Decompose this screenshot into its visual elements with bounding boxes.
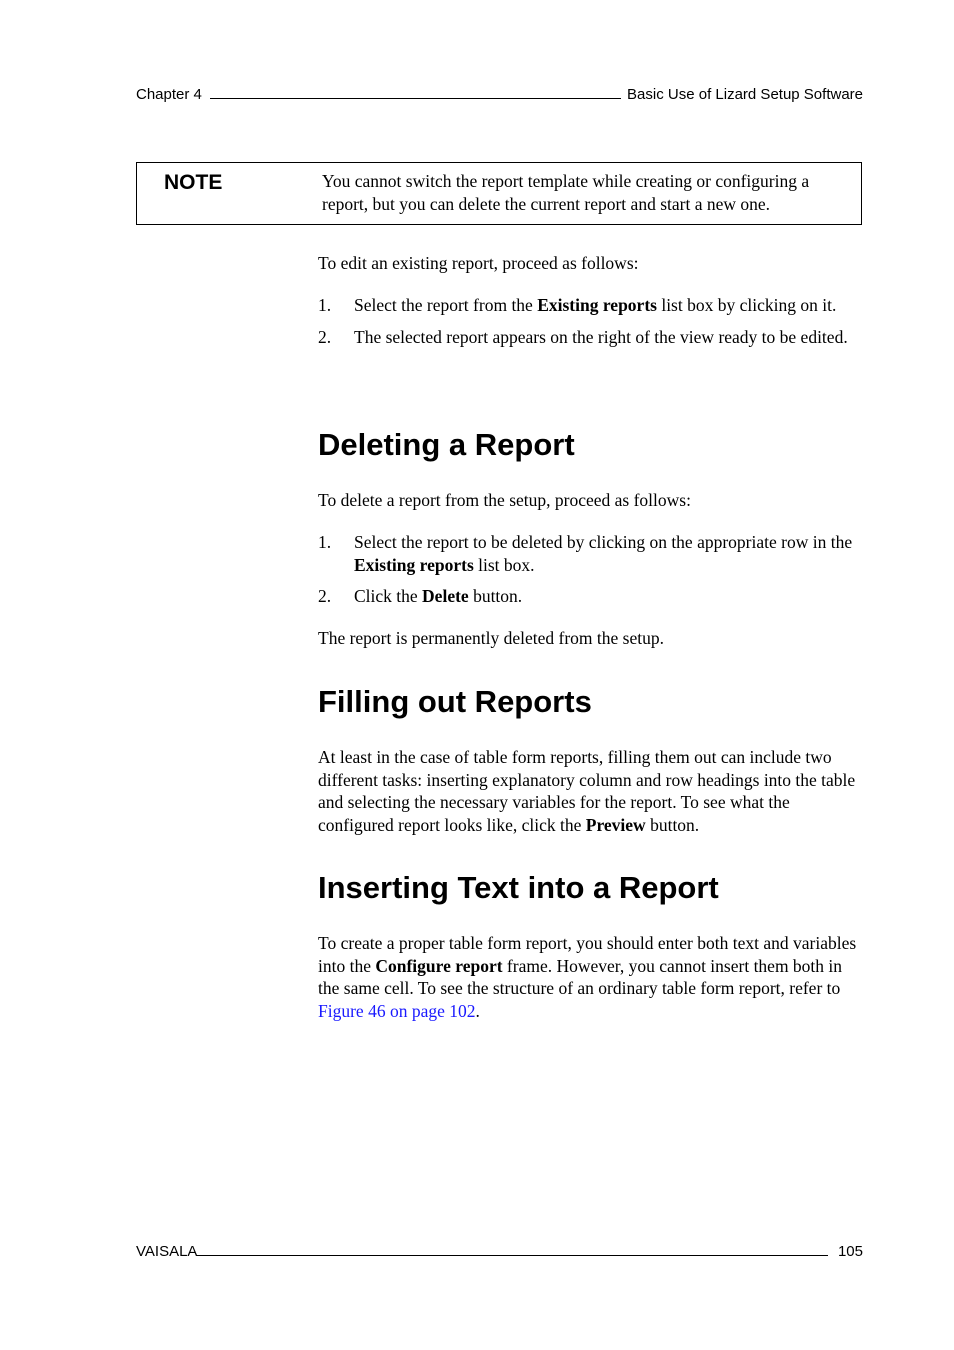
step-number: 2.	[318, 326, 332, 347]
figure-46-link[interactable]: Figure 46 on page 102	[318, 1000, 476, 1021]
note-box	[136, 162, 862, 225]
company-name: VAISALA	[136, 1243, 198, 1260]
step-text: list box.	[473, 554, 535, 575]
deleting-intro: To delete a report from the setup, proceed as follows:	[318, 490, 691, 510]
paragraph-text: .	[475, 1000, 480, 1021]
heading-inserting-text: Inserting Text into a Report	[318, 870, 719, 905]
step-text: Click the	[354, 586, 423, 606]
running-header	[136, 86, 863, 103]
paragraph-text: button.	[645, 814, 700, 835]
ui-term-preview: Preview	[585, 814, 646, 835]
ui-term-existing-reports: Existing reports	[537, 295, 657, 315]
list-item	[318, 294, 863, 317]
note-text: You cannot switch the report template while creating or configuring a report, but you can delete the current report and start a new one.	[322, 171, 810, 214]
paragraph-text: To create a proper table form report, you should enter both text and variables into the	[318, 933, 857, 976]
paragraph-text: At least in the case of table form reports, filling them out can include two different tasks: inserting explanatory column and row headings into the table and selecting the necessary variables for the report. To see what the configured report looks like, click the	[318, 747, 856, 835]
heading-filling-reports: Filling out Reports	[318, 684, 592, 719]
ui-term-delete: Delete	[422, 586, 469, 606]
chapter-label: Chapter 4	[136, 86, 202, 103]
list-item	[318, 326, 863, 349]
header-title: Basic Use of Lizard Setup Software	[627, 86, 863, 103]
page-number: 105	[837, 1243, 863, 1260]
running-footer	[136, 1243, 863, 1260]
step-text: Select the report to be deleted by clicking on the appropriate row in the	[354, 532, 853, 552]
step-number: 1.	[318, 532, 332, 552]
edit-intro: To edit an existing report, proceed as follows:	[318, 253, 639, 273]
paragraph-text: frame. However, you cannot insert them both in the same cell. To see the structure of an ordinary table form report, refer to	[318, 955, 843, 998]
footer-rule	[197, 1255, 828, 1256]
inserting-paragraph	[318, 932, 863, 1022]
step-text: The selected report appears on the right of the view ready to be edited.	[354, 326, 848, 347]
step-text: Select the report from the	[354, 295, 538, 315]
step-text: list box by clicking on it.	[656, 295, 837, 315]
deleting-steps	[318, 531, 863, 608]
step-number: 1.	[318, 295, 332, 315]
filling-paragraph	[318, 746, 863, 836]
header-rule	[210, 98, 621, 99]
step-text: button.	[468, 586, 523, 606]
list-item	[318, 585, 863, 608]
note-label: NOTE	[164, 171, 223, 194]
list-item	[318, 531, 863, 576]
ui-term-existing-reports: Existing reports	[354, 554, 474, 575]
edit-steps	[318, 294, 863, 348]
deleting-result: The report is permanently deleted from the setup.	[318, 628, 664, 648]
heading-deleting-report: Deleting a Report	[318, 427, 575, 462]
step-number: 2.	[318, 586, 332, 606]
ui-term-configure-report: Configure report	[375, 955, 503, 976]
